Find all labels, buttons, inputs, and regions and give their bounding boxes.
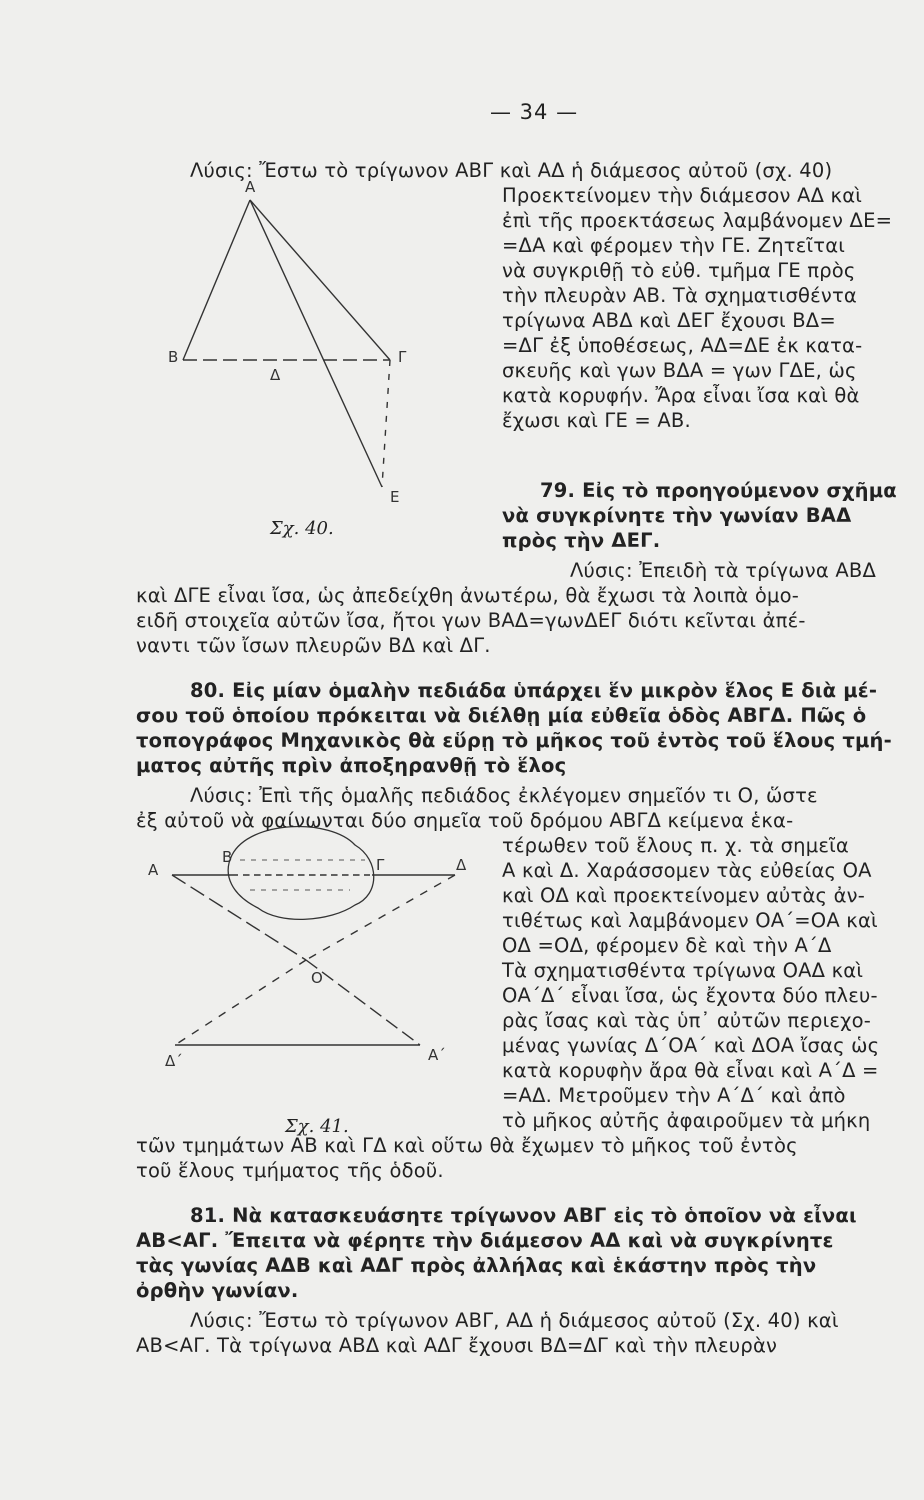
- text-line-24: ἐξ αὐτοῦ νὰ φαίνωνται δύο σημεῖα τοῦ δρόμου ΑΒΓΔ κείμενα ἑκα-: [136, 809, 794, 832]
- fig41-label-b: Β: [222, 848, 233, 866]
- text-line-6: τὴν πλευρὰν ΑΒ. Τὰ σχηματισθέντα: [502, 284, 857, 307]
- exercise-79-line-2: νὰ συγκρίνητε τὴν γωνίαν ΒΑΔ: [502, 504, 852, 527]
- exercise-79-line-1: 79. Εἰς τὸ προηγούμενον σχῆμα: [540, 479, 897, 502]
- fig41-label-a-prime: Α΄: [428, 1046, 446, 1064]
- fig41-label-g: Γ: [376, 856, 385, 874]
- text-line-34: κατὰ κορυφὴν ἄρα θὰ εἶναι καὶ Α΄Δ =: [502, 1059, 879, 1082]
- fig41-caption: Σχ. 41.: [285, 1116, 349, 1137]
- fig40-label-a: Α: [245, 178, 256, 196]
- exercise-81-line-2: ΑΒ<ΑΓ. Ἔπειτα νὰ φέρητε τὴν διάμεσον ΑΔ καὶ νὰ συγκρίνητε: [136, 1229, 834, 1252]
- fig41-label-d: Δ: [456, 856, 467, 874]
- text-line-5: νὰ συγκριθῇ τὸ εὐθ. τμῆμα ΓΕ πρὸς: [502, 259, 856, 282]
- exercise-81-line-4: ὀρθὴν γωνίαν.: [136, 1279, 299, 1302]
- text-line-31: ΟΑ΄Δ΄ εἶναι ἴσα, ὡς ἔχοντα δύο πλευ-: [502, 984, 878, 1007]
- text-line-28: τιθέτως καὶ λαμβάνομεν ΟΑ΄=ΟΑ καὶ: [502, 909, 878, 932]
- text-line-16: καὶ ΔΓΕ εἶναι ἴσα, ὡς ἀπεδείχθη ἀνωτέρω, θὰ ἔχωσι τὰ λοιπὰ ὁμο-: [136, 584, 799, 607]
- text-line-7: τρίγωνα ΑΒΔ καὶ ΔΕΓ ἔχουσι ΒΔ=: [502, 309, 836, 332]
- text-line-15: Λύσις: Ἐπειδὴ τὰ τρίγωνα ΑΒΔ: [570, 559, 877, 582]
- fig40-label-g: Γ: [398, 348, 407, 366]
- text-line-29: ΟΔ =ΟΔ, φέρομεν δὲ καὶ τὴν Α΄Δ: [502, 934, 832, 957]
- fig41-label-a: Α: [148, 861, 159, 879]
- text-line-9: σκευῆς καὶ γων ΒΔΑ = γων ΓΔΕ, ὡς: [502, 359, 857, 382]
- text-line-25: τέρωθεν τοῦ ἕλους π. χ. τὰ σημεῖα: [502, 834, 849, 857]
- text-line-36: τὸ μῆκος αὐτῆς ἀφαιροῦμεν τὰ μήκη: [502, 1109, 871, 1132]
- text-line-35: =ΑΔ. Μετροῦμεν τὴν Α΄Δ΄ καὶ ἀπὸ: [502, 1084, 846, 1107]
- text-line-18: ναντι τῶν ἴσων πλευρῶν ΒΔ καὶ ΔΓ.: [136, 634, 491, 657]
- fig40-label-d: Δ: [270, 366, 281, 384]
- text-line-27: καὶ ΟΔ καὶ προεκτείνομεν αὐτὰς ἀν-: [502, 884, 865, 907]
- text-line-1: Λύσις: Ἔστω τὸ τρίγωνον ΑΒΓ καὶ ΑΔ ἡ διάμεσος αὐτοῦ (σχ. 40): [190, 159, 833, 182]
- exercise-80-line-2: σου τοῦ ὁποίου πρόκειται νὰ διέλθῃ μία εὐθεῖα ὁδὸς ΑΒΓΔ. Πῶς ὁ: [136, 704, 867, 727]
- exercise-80-line-3: τοπογράφος Μηχανικὸς θὰ εὕρῃ τὸ μῆκος τοῦ ἐντὸς τοῦ ἕλους τμή-: [136, 729, 892, 752]
- text-line-44: ΑΒ<ΑΓ. Τὰ τρίγωνα ΑΒΔ καὶ ΑΔΓ ἔχουσι ΒΔ=ΔΓ καὶ τὴν πλευρὰν: [136, 1334, 778, 1357]
- fig41-label-o: Ο: [311, 969, 323, 987]
- exercise-81-line-1: 81. Νὰ κατασκευάσητε τρίγωνον ΑΒΓ εἰς τὸ ὁποῖον νὰ εἶναι: [190, 1204, 857, 1227]
- page-number: — 34 —: [490, 100, 579, 124]
- exercise-79-line-3: πρὸς τὴν ΔΕΓ.: [502, 529, 661, 552]
- exercise-80-line-4: ματος αὐτῆς πρὶν ἀποξηρανθῇ τὸ ἕλος: [136, 754, 567, 777]
- exercise-80-line-1: 80. Εἰς μίαν ὁμαλὴν πεδιάδα ὑπάρχει ἕν μικρὸν ἕλος Ε διὰ μέ-: [190, 679, 878, 702]
- fig40-caption: Σχ. 40.: [270, 518, 334, 539]
- text-line-26: Α καὶ Δ. Χαράσσομεν τὰς εὐθείας ΟΑ: [502, 859, 872, 882]
- text-line-37: τῶν τμημάτων ΑΒ καὶ ΓΔ καὶ οὕτω θὰ ἔχωμεν τὸ μῆκος τοῦ ἐντὸς: [136, 1134, 798, 1157]
- text-line-23: Λύσις: Ἐπὶ τῆς ὁμαλῆς πεδιάδος ἐκλέγομεν σημεῖόν τι Ο, ὥστε: [190, 784, 818, 807]
- text-line-2: Προεκτείνομεν τὴν διάμεσον ΑΔ καὶ: [502, 184, 863, 207]
- text-line-4: =ΔΑ καὶ φέρομεν τὴν ΓΕ. Ζητεῖται: [502, 234, 846, 257]
- text-line-33: μένας γωνίας Δ΄ΟΑ΄ καὶ ΔΟΑ ἴσας ὡς: [502, 1034, 880, 1057]
- text-line-3: ἐπὶ τῆς προεκτάσεως λαμβάνομεν ΔΕ=: [502, 209, 893, 232]
- text-line-17: ειδῆ στοιχεῖα αὐτῶν ἴσα, ἤτοι γων ΒΑΔ=γωνΔΕΓ διότι κεῖνται ἀπέ-: [136, 609, 806, 632]
- fig40-label-b: Β: [168, 348, 179, 366]
- text-line-30: Τὰ σχηματισθέντα τρίγωνα ΟΑΔ καὶ: [502, 959, 864, 982]
- fig40-label-e: Ε: [390, 488, 400, 506]
- text-line-43: Λύσις: Ἔστω τὸ τρίγωνον ΑΒΓ, ΑΔ ἡ διάμεσος αὐτοῦ (Σχ. 40) καὶ: [190, 1309, 839, 1332]
- text-line-10: κατὰ κορυφήν. Ἄρα εἶναι ἴσα καὶ θὰ: [502, 384, 860, 407]
- text-line-11: ἔχωσι καὶ ΓΕ = ΑΒ.: [502, 409, 691, 432]
- text-line-32: ρὰς ἴσας καὶ τὰς ὑπ᾽ αὐτῶν περιεχο-: [502, 1009, 872, 1032]
- text-line-38: τοῦ ἕλους τμήματος τῆς ὁδοῦ.: [136, 1159, 444, 1182]
- fig41-label-d-prime: Δ΄: [165, 1052, 183, 1070]
- text-line-8: =ΔΓ ἐξ ὑποθέσεως, ΑΔ=ΔΕ ἐκ κατα-: [502, 334, 863, 357]
- exercise-81-line-3: τὰς γωνίας ΑΔΒ καὶ ΑΔΓ πρὸς ἀλλήλας καὶ ἑκάστην πρὸς τὴν: [136, 1254, 817, 1277]
